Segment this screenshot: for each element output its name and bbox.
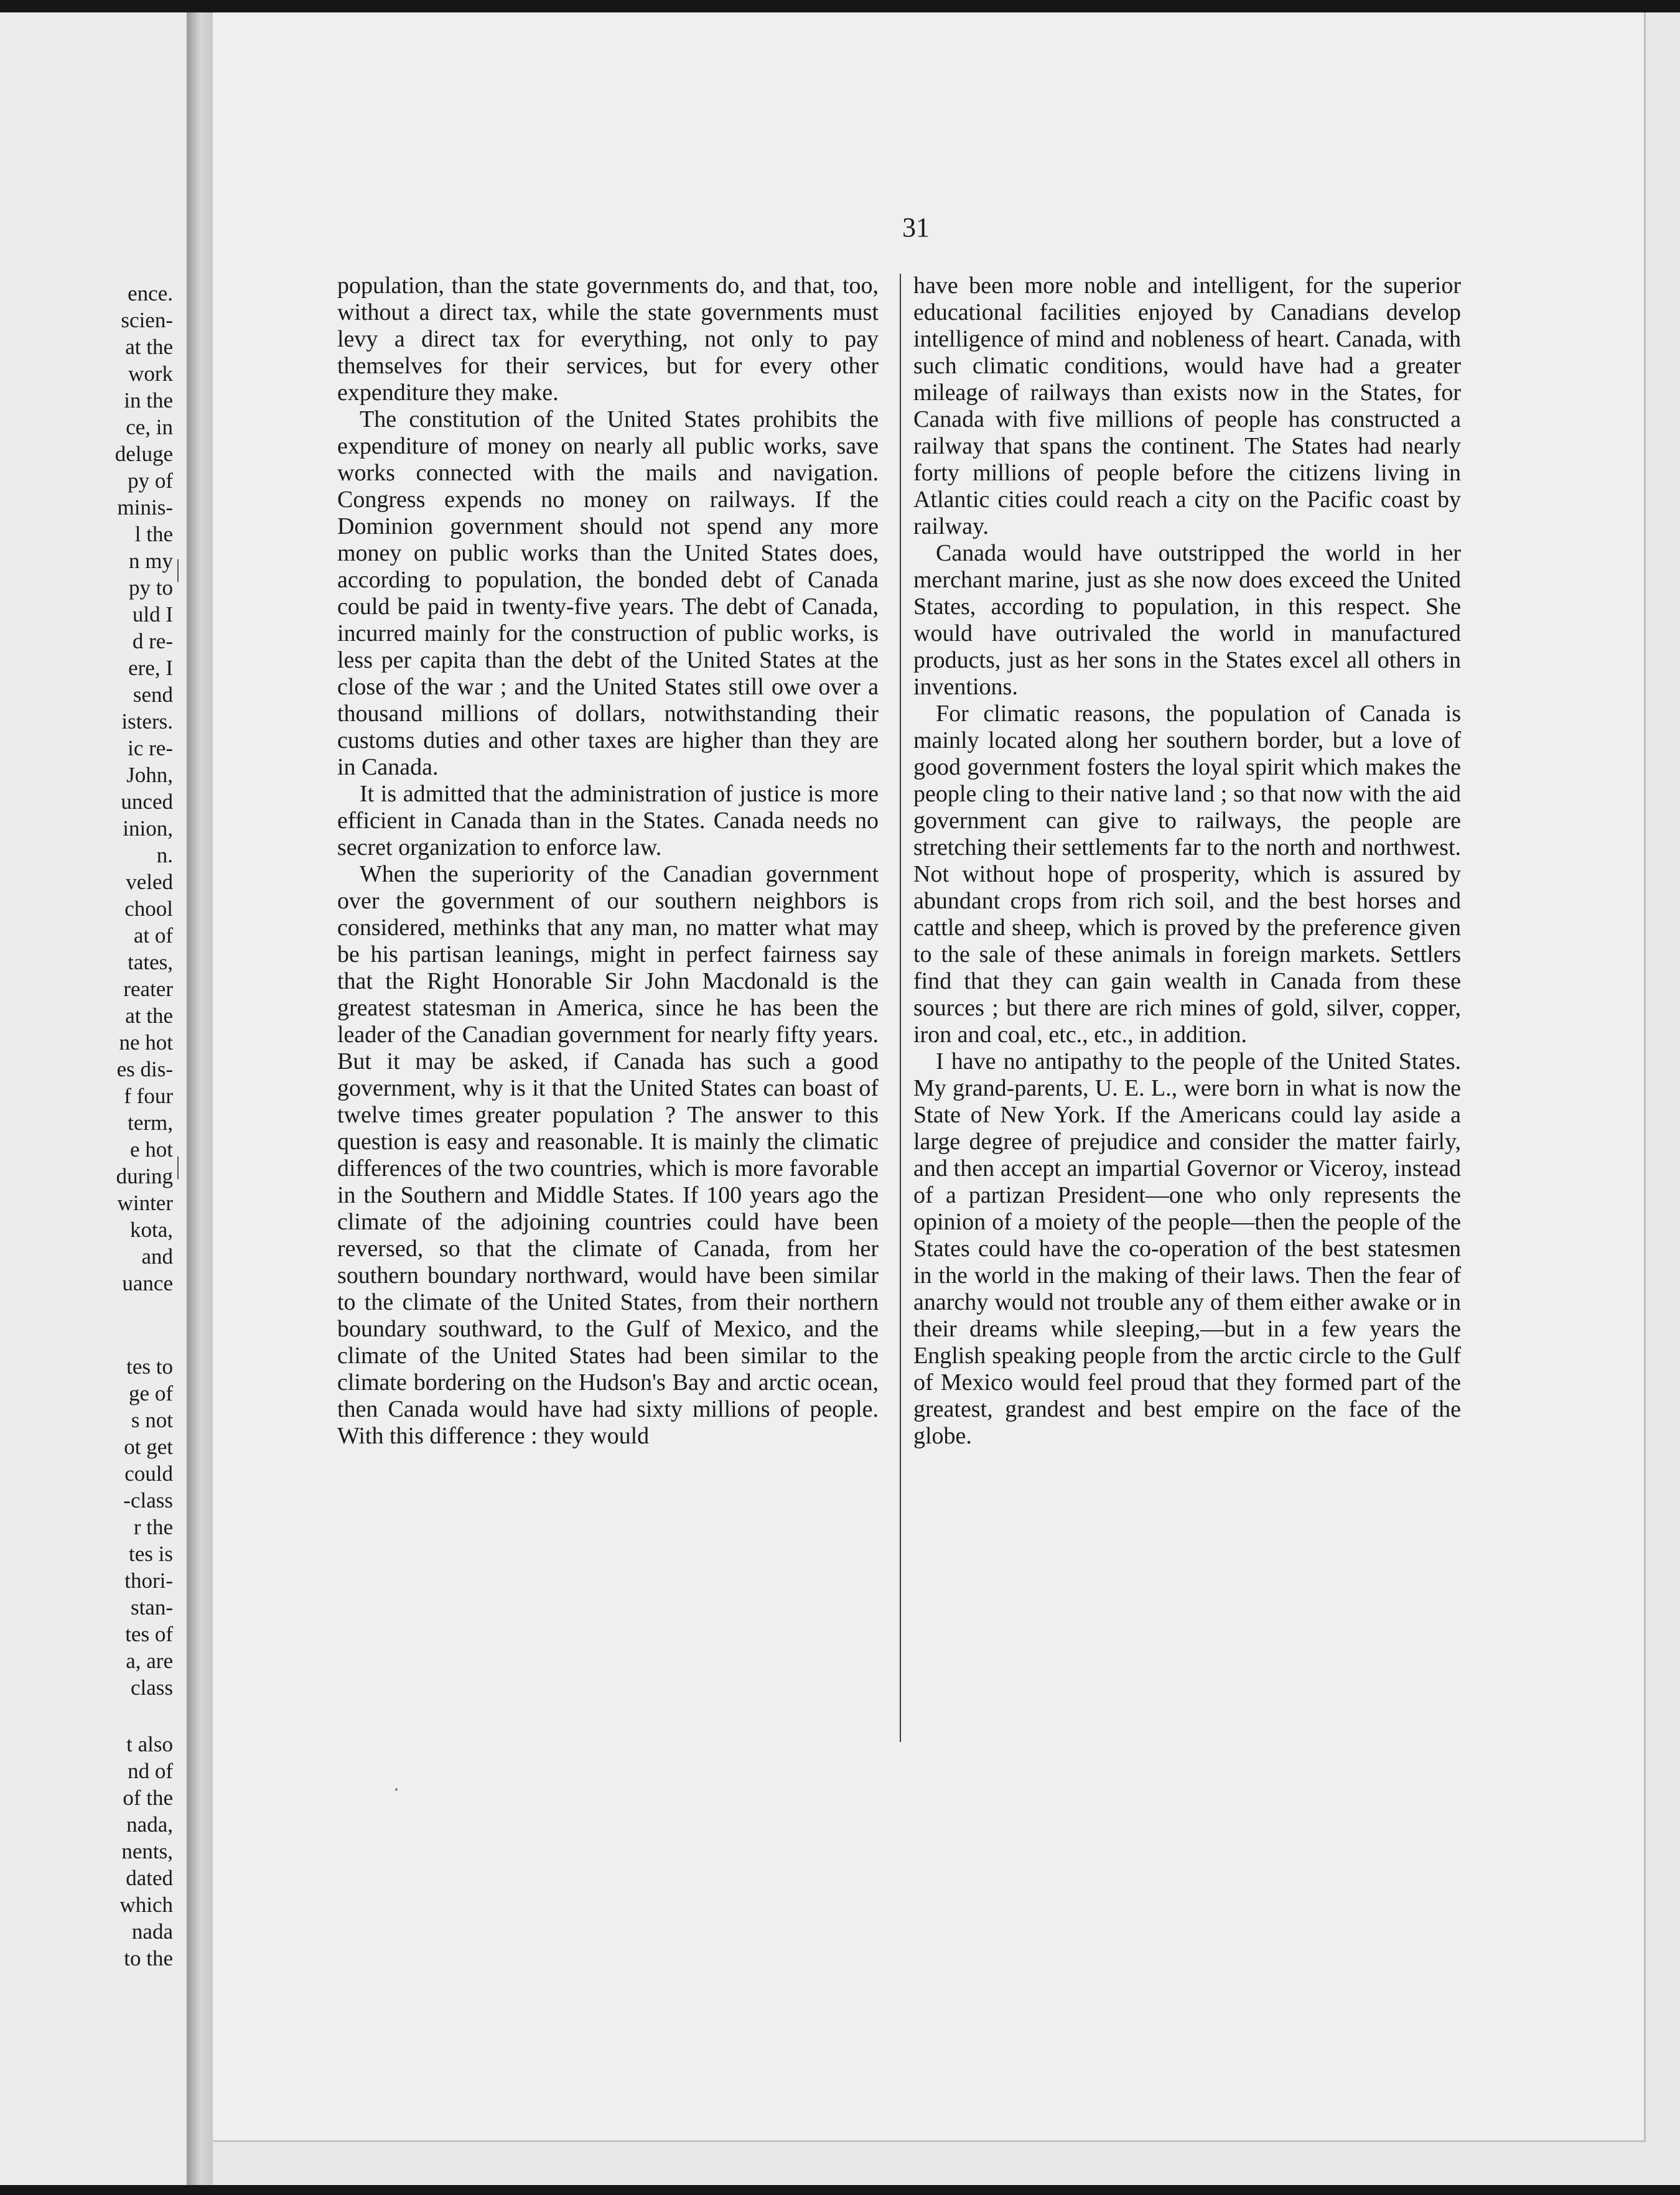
previous-page-line: ge of	[129, 1381, 173, 1405]
previous-page-line: f four	[124, 1084, 173, 1108]
previous-page-line: es dis-	[116, 1057, 173, 1081]
paragraph: The constitution of the United States prohibits the expenditure of money on nearly all public works, save works connected with the mails and navigation. Congress expends no money on railways. If the Dominion government should not spend any more money on public works than the United States does, according to population, the bonded debt of Canada could be paid in twenty-five years. The debt of Canada, incurred mainly for the construction of public works, is less per capita than the debt of the United States at the close of the war ; and the United States still owe over a thousand millions of dollars, notwithstanding their customs duties and other taxes are higher than they are in Canada.	[337, 406, 879, 780]
previous-page-line: during	[116, 1164, 173, 1188]
previous-page-line: uld I	[132, 602, 173, 627]
paragraph: For climatic reasons, the population of Canada is mainly located along her southern border, but a love of good government fosters the loyal spirit which makes the people cling to their native land ; so that now with the aid government can give to railways, the people are stretching their settlements far to the north and northwest. Not without hope of prosperity, which is assured by abundant crops from rich soil, and the best horses and cattle and sheep, which is proved by the preference given to the sale of these animals in foreign markets. Settlers find that they can gain wealth in Canada from these sources ; but there are rich mines of gold, silver, copper, iron and coal, etc., etc., in addition.	[913, 701, 1461, 1048]
previous-page-line: inion,	[123, 816, 173, 841]
previous-page-line: n.	[156, 843, 173, 867]
previous-page-line: work	[128, 361, 173, 386]
margin-mark: ·	[393, 1779, 399, 1800]
previous-page-line: stan-	[130, 1595, 173, 1619]
previous-page-text-block-1	[0, 280, 173, 1297]
margin-mark: |	[175, 554, 181, 582]
previous-page-line: which	[119, 1893, 173, 1917]
paragraph: Canada would have outstripped the world in her merchant marine, just as she now does exceed the United States, according to population, in this respect. She would have outrivaled the world in manufactured products, just as her sons in the States excel all others in inventions.	[913, 540, 1461, 700]
previous-page-line: ne hot	[119, 1030, 173, 1055]
previous-page-line: r the	[133, 1515, 173, 1539]
previous-page-line: scien-	[121, 308, 173, 332]
previous-page-line: -class	[123, 1488, 173, 1512]
previous-page-line: d re-	[132, 629, 173, 653]
page-number: 31	[902, 212, 930, 243]
previous-page-line: unced	[121, 790, 173, 814]
previous-page-line: John,	[126, 763, 173, 787]
previous-page-line: at of	[133, 923, 173, 948]
previous-page-line: veled	[126, 870, 173, 894]
page-sheet	[175, 12, 1646, 2142]
previous-page-line: to the	[124, 1946, 173, 1970]
previous-page-line: t also	[126, 1732, 173, 1756]
page	[175, 12, 1680, 2185]
previous-page-line: ce, in	[126, 415, 173, 439]
paragraph: It is admitted that the administration of justice is more efficient in Canada than in the States. Canada needs no secret organization to enforce law.	[337, 781, 879, 860]
previous-page-line: reater	[123, 977, 173, 1001]
previous-page-line: term,	[128, 1111, 173, 1135]
previous-page-line: ere, I	[128, 656, 173, 680]
previous-page-line: ot get	[124, 1435, 173, 1459]
previous-page-line: deluge	[114, 442, 173, 466]
previous-page-line: in the	[124, 388, 173, 412]
previous-page-line: n my	[129, 549, 173, 573]
previous-page-line: class	[130, 1675, 173, 1700]
previous-page-line: e hot	[129, 1137, 173, 1162]
previous-page-line: ence.	[128, 281, 173, 305]
previous-page-line: tes to	[126, 1354, 173, 1379]
previous-page-line: chool	[124, 897, 173, 921]
previous-page-line: send	[133, 683, 173, 707]
previous-page	[0, 12, 187, 2185]
book-gutter	[187, 12, 213, 2185]
previous-page-line: uance	[122, 1271, 173, 1295]
previous-page-line: kota,	[129, 1218, 173, 1242]
previous-page-line: nd of	[128, 1759, 173, 1783]
previous-page-line: py to	[129, 576, 173, 600]
previous-page-line: dated	[126, 1866, 173, 1890]
text-column-right	[913, 273, 1461, 1450]
column-divider	[900, 274, 901, 1742]
previous-page-line: tes is	[129, 1542, 173, 1566]
previous-page-line: winter	[117, 1191, 173, 1215]
previous-page-line: at the	[125, 335, 173, 359]
previous-page-text-block-3	[0, 1731, 173, 1972]
paragraph: I have no antipathy to the people of the United States. My grand-parents, U. E. L., were born in what is now the State of New York. If the Americans could lay aside a large degree of prejudice and consider the matter fairly, and then accept an impartial Governor or Viceroy, instead of a partizan President—one who only represents the opinion of a moiety of the people—then the people of the States could have the co-operation of the best statesmen in the world in the making of their laws. Then the fear of anarchy would not trouble any of them either awake or in their dreams while sleeping,—but in a few years the English speaking people from the arctic circle to the Gulf of Mexico would feel proud that they formed part of the greatest, grandest and best empire on the face of the globe.	[913, 1048, 1461, 1449]
previous-page-line: py of	[128, 468, 173, 493]
previous-page-line: of the	[123, 1786, 173, 1810]
previous-page-line: l the	[134, 522, 173, 546]
paragraph: have been more noble and intelligent, for the superior educational facilities enjoyed by Canadians develop intelligence of mind and nobleness of heart. Canada, with such climatic conditions, would have had a greater mileage of railways than exists now in the States, for Canada with five millions of people has constructed a railway that spans the continent. The States had nearly forty millions of people before the citizens living in Atlantic cities could reach a city on the Pacific coast by railway.	[913, 273, 1461, 539]
previous-page-line: tes of	[125, 1622, 173, 1646]
previous-page-line: and	[141, 1244, 173, 1269]
paragraph: population, than the state governments do, and that, too, without a direct tax, while the state governments must levy a direct tax for everything, not only to pay themselves for their services, but for every other expenditure they make.	[337, 273, 879, 406]
previous-page-text-block-2	[0, 1353, 173, 1701]
previous-page-line: tates,	[128, 950, 173, 974]
previous-page-line: a, are	[126, 1649, 173, 1673]
previous-page-line: isters.	[121, 709, 173, 734]
previous-page-line: nents,	[121, 1839, 173, 1863]
previous-page-line: nada	[131, 1919, 173, 1944]
margin-mark: |	[175, 1152, 181, 1180]
previous-page-line: nada,	[126, 1812, 173, 1837]
previous-page-line: at the	[125, 1004, 173, 1028]
previous-page-line: s not	[131, 1408, 173, 1432]
previous-page-line: thori-	[124, 1568, 173, 1593]
text-column-left	[337, 273, 879, 1450]
previous-page-line: could	[124, 1461, 173, 1486]
paragraph: When the superiority of the Canadian government over the government of our southern neighbors is considered, methinks that any man, no matter what may be his partisan leanings, might in perfect fairness say that the Right Honorable Sir John Macdonald is the greatest statesman in America, since he has been the leader of the Canadian government for nearly fifty years. But it may be asked, if Canada has such a good government, why is it that the United States can boast of twelve times greater population ? The answer to this question is easy and reasonable. It is mainly the climatic differences of the two countries, which is more favorable in the Southern and Middle States. If 100 years ago the climate of the adjoining countries could have been reversed, so that the climate of Canada, from her southern boundary northward, would have been similar to the climate of the United States, from their northern boundary southward, to the Gulf of Mexico, and the climate of the United States had been similar to the climate bordering on the Hudson's Bay and arctic ocean, then Canada would have had sixty millions of people. With this difference : they would	[337, 861, 879, 1449]
previous-page-line: minis-	[117, 495, 173, 520]
previous-page-line: ic re-	[128, 736, 173, 760]
